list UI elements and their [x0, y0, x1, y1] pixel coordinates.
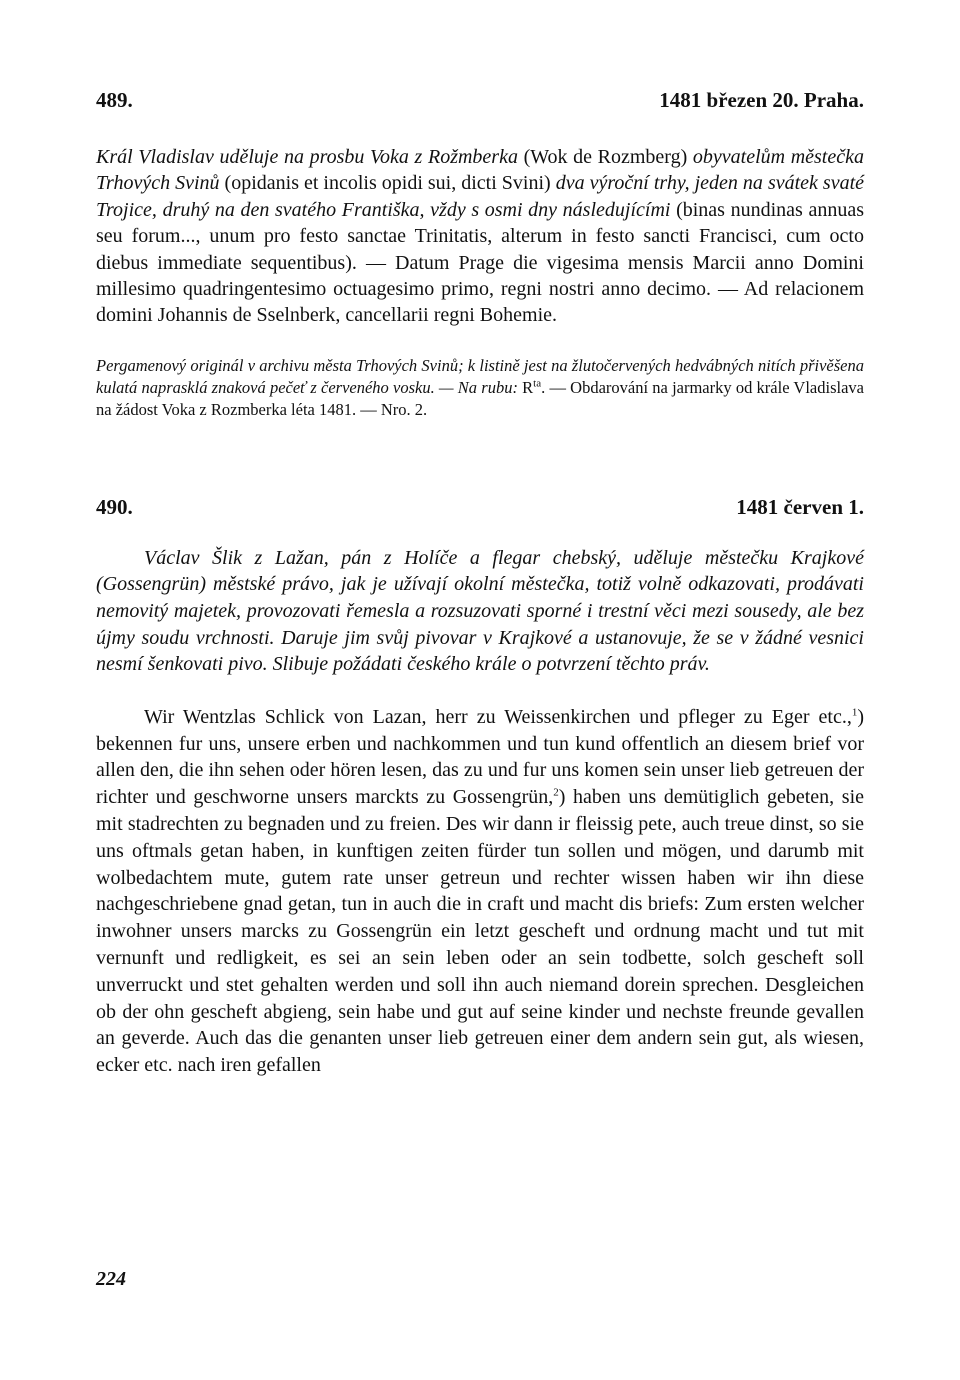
- note-text: . — Obdarování na jarmarky od krále Vladislava na žádost Voka z Rozmberka léta 1481. — Nro. 2.: [96, 377, 864, 419]
- entry-490-header: [96, 493, 864, 521]
- regest-italic: obyvatelům městečka Trhových Svinů: [96, 146, 864, 195]
- page-number: 224: [96, 1268, 126, 1290]
- entry-489-header: [96, 86, 864, 114]
- entry-490-regest: Václav Šlik z Lažan, pán z Holíče a flegar chebský, uděluje městečku Krajkové (Gossengrün) městské právo, jak je užívají okolní městečka, totiž volně odkazovati, prodávati nemovitý majetek, provozovati řemesla a rozsuzovati sporné i trestní věci mezi sousedy, ale bez újmy soudu vrchnosti. Daruje jim svůj pivovar v Krajkové a ustanovuje, že se v žádné vesnici nesmí šenkovati pivo. Slibuje požádati českého krále o potvrzení těchto práv.: [96, 546, 864, 676]
- entry-number: 490.: [96, 494, 133, 519]
- text-segment: ) bekennen fur uns, unsere erben und nachkommen und tun kund offentlich an diesem brief vor allen den, die ihn sehen oder hören lesen, das zu und fur uns komen sein unser lieb getreuen der richter und geschworne unsers marckts zu Gossengrün,: [96, 705, 864, 809]
- text-segment: Wir Wentzlas Schlick von Lazan, herr zu Weissenkirchen und pfleger zu Eger etc.,: [144, 705, 852, 728]
- entry-489-archival-note: [96, 355, 864, 421]
- entry-489-regest: [96, 144, 864, 329]
- entry-date: 1481 březen 20. Praha.: [659, 88, 864, 112]
- regest-text: (opidanis et incolis opidi sui, dicti Svini): [219, 172, 556, 195]
- footnote-ref[interactable]: 2: [553, 786, 559, 799]
- footnote-ref[interactable]: 1: [851, 706, 858, 719]
- note-mark: R: [517, 377, 534, 397]
- regest-italic: dva výroční trhy, jeden na svátek svaté Trojice, druhý na den svatého Františka, vždy s osmi dny následujícími: [96, 172, 865, 221]
- regest-text: (Wok de Rozmberg): [517, 146, 693, 168]
- text-segment: ) haben uns demütiglich gebeten, sie mit stadrechten zu begnaden und zu freien. Des wir dann ir fleissig pete, auch treue dinst, so sie uns oftmals getan haben, in kunftigen zeiten fürder tun sollen und mögen, und darumb mit wolbedachtem mute, gutem rate unser getreun und rechter wissen haben wir ihn diese nachgeschriebene gnad getan, tun in auch die in craft und macht dis briefs: Zum ersten welcher inwohner unsers marcks zu Gossengrün ein letzt gescheft und ordnung macht und tut mit vernunft und redligkeit, es sei an sein leben oder an sein todbette, solch gescheft soll unverruckt und stet gehalten werden und soll ihn auch niemand dorein sprechen. Desgleichen ob der ohn gescheft abgieng, sein habe und gut auf seine kinder und nechste freunde gevallen an geverde. Auch das die genanten unser lieb getreuen einer dem andern sein gut, als wiesen, ecker etc. nach iren gefallen: [96, 786, 865, 1077]
- entry-490-text: [96, 704, 864, 1079]
- note-superscript: ta: [533, 377, 542, 390]
- document-page: [96, 86, 864, 1079]
- regest-italic: Král Vladislav uděluje na prosbu Voka z Rožmberka: [96, 146, 518, 168]
- regest-text: (binas nundinas annuas seu forum..., unum pro festo sanctae Trinitatis, alterum in festo sancti Francisci, cum octo diebus immediate sequentibus). — Datum Prage die vigesima mensis Marcii anno Domini millesimo quadringentesimo octuagesimo primo, regni nostri anno decimo. — Ad relacionem domini Johannis de Sselnberk, cancellarii regni Bohemie.: [96, 198, 864, 327]
- entry-date: 1481 červen 1.: [736, 494, 864, 519]
- note-italic: Pergamenový originál v archivu města Trhových Svinů; k listině jest na žlutočervených hedvábných nitích přivěšena kulatá naprasklá znaková pečeť z červeného vosku. — Na rubu:: [96, 355, 864, 397]
- entry-number: 489.: [96, 88, 133, 112]
